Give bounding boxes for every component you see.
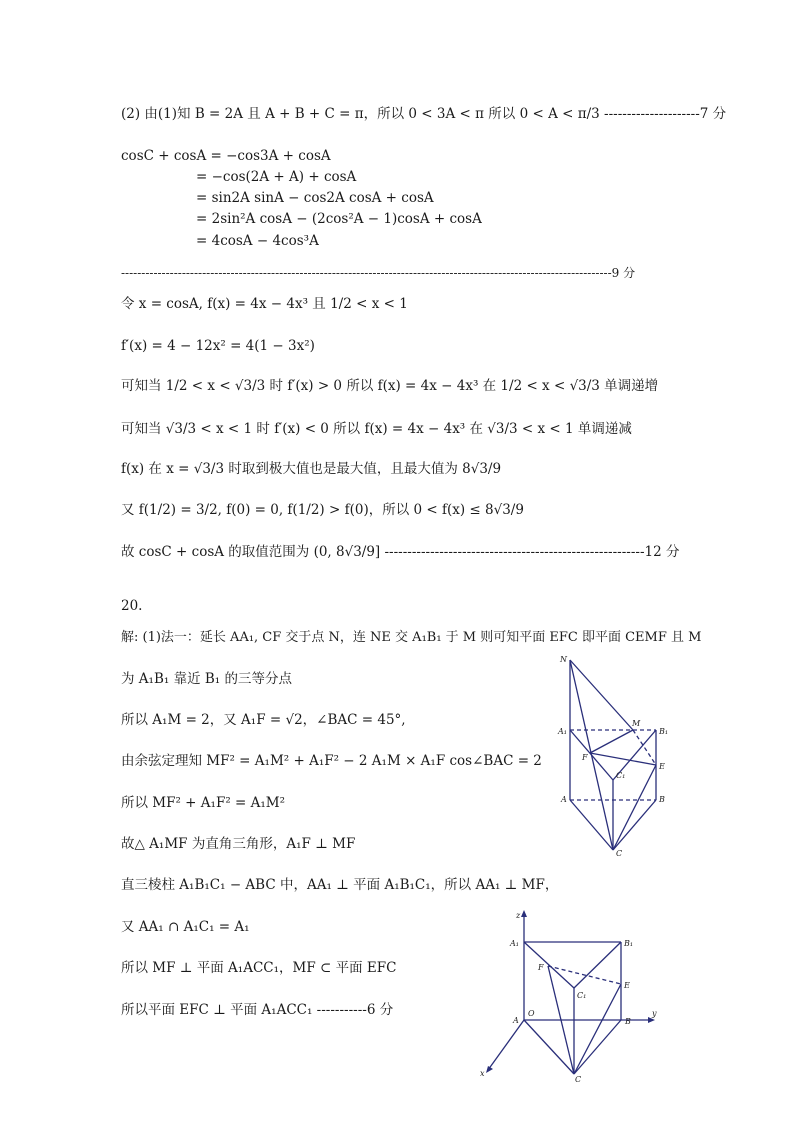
- decreasing-line: 可知当 √3/3 < x < 1 时 f′(x) < 0 所以 f(x) = 4x − 4x³ 在 √3/3 < x < 1 单调递减: [121, 421, 632, 437]
- derivation-line-1: cosC + cosA = −cos3A + cosA: [121, 148, 331, 164]
- derivative-line: f′(x) = 4 − 12x² = 4(1 − 3x²): [121, 338, 315, 354]
- z-arrow-icon: [521, 910, 527, 917]
- x-axis: [488, 1020, 524, 1070]
- solution-line-8: 又 AA₁ ∩ A₁C₁ = A₁: [121, 919, 250, 935]
- label-A: A: [561, 795, 567, 804]
- label-A: A: [513, 1016, 519, 1025]
- label-O: O: [528, 1009, 535, 1018]
- conclusion-line: 故 cosC + cosA 的取值范围为 (0, 8√3/9] ---------------------------------------------------------12 分: [121, 544, 680, 560]
- solution-line-7: 直三棱柱 A₁B₁C₁ − ABC 中，AA₁ ⊥ 平面 A₁B₁C₁，所以 AA₁ ⊥ MF，: [121, 877, 559, 893]
- label-A1: A₁: [510, 939, 519, 948]
- prism-figure-1: [548, 650, 678, 860]
- label-B: B: [625, 1017, 631, 1026]
- edge-F-E: [590, 753, 656, 765]
- label-C1: C₁: [616, 771, 626, 780]
- derivation-line-4: = 2sin²A cosA − (2cos²A − 1)cosA + cosA: [196, 211, 482, 227]
- derivation-line-2: = −cos(2A + A) + cosA: [196, 169, 357, 185]
- x-arrow-icon: [486, 1066, 493, 1073]
- solution-line-1: 解: (1)法一：延长 AA₁, CF 交于点 N，连 NE 交 A₁B₁ 于 M 则可知平面 EFC 即平面 CEMF 且 M: [121, 630, 702, 645]
- solution-line-5: 所以 MF² + A₁F² = A₁M²: [121, 795, 286, 811]
- label-E: E: [659, 762, 665, 771]
- edge-A1-C1: [524, 942, 574, 988]
- label-A1: A₁: [558, 727, 567, 736]
- increasing-line: 可知当 1/2 < x < √3/3 时 f′(x) > 0 所以 f(x) = 4x − 4x³ 在 1/2 < x < √3/3 单调递增: [121, 378, 659, 394]
- score-separator-9: -------------------------------------------------------------------------------------------------------------------------9 分: [121, 266, 636, 280]
- derivation-line-3: = sin2A sinA − cos2A cosA + cosA: [196, 190, 434, 206]
- label-C: C: [575, 1075, 582, 1083]
- question-number: 20.: [121, 598, 143, 614]
- label-x: x: [480, 1069, 485, 1078]
- substitution-line: 令 x = cosA, f(x) = 4x − 4x³ 且 1/2 < x < 1: [121, 296, 408, 312]
- label-E: E: [624, 981, 630, 990]
- label-y: y: [652, 1009, 657, 1018]
- maximum-line: f(x) 在 x = √3/3 时取到极大值也是最大值，且最大值为 8√3/9: [121, 461, 502, 477]
- derivation-line-5: = 4cosA − 4cos³A: [196, 233, 319, 249]
- part2-intro: (2) 由(1)知 B = 2A 且 A + B + C = π，所以 0 < 3A < π 所以 0 < A < π/3 ---------------------7 分: [121, 106, 727, 122]
- label-F: F: [582, 753, 588, 762]
- label-F: F: [538, 963, 544, 972]
- solution-line-9: 所以 MF ⊥ 平面 A₁ACC₁，MF ⊂ 平面 EFC: [121, 960, 397, 976]
- label-B1: B₁: [624, 939, 634, 948]
- label-C: C: [616, 849, 623, 858]
- solution-line-6: 故△ A₁MF 为直角三角形，A₁F ⊥ MF: [121, 836, 356, 852]
- prism-figure-2: [476, 908, 666, 1083]
- label-B1: B₁: [659, 727, 669, 736]
- solution-line-3: 所以 A₁M = 2，又 A₁F = √2，∠BAC = 45°,: [121, 712, 406, 728]
- edge-A1-C1: [570, 730, 613, 780]
- solution-line-10: 所以平面 EFC ⊥ 平面 A₁ACC₁ -----------6 分: [121, 1002, 394, 1018]
- label-z: z: [516, 911, 521, 920]
- label-B: B: [659, 795, 665, 804]
- edge-A-C: [524, 1020, 574, 1074]
- endpoints-line: 又 f(1/2) = 3/2, f(0) = 0, f(1/2) > f(0)，所以 0 < f(x) ≤ 8√3/9: [121, 502, 524, 518]
- solution-line-4: 由余弦定理知 MF² = A₁M² + A₁F² − 2 A₁M × A₁F cos∠BAC = 2: [121, 753, 542, 769]
- edge-B1-C1: [574, 942, 621, 988]
- label-N: N: [560, 655, 567, 664]
- edge-F-M: [590, 730, 633, 753]
- edge-M-E: [633, 730, 656, 765]
- edge-N-M: [570, 660, 633, 730]
- label-M: M: [632, 719, 641, 728]
- label-C1: C₁: [577, 991, 587, 1000]
- solution-line-2: 为 A₁B₁ 靠近 B₁ 的三等分点: [121, 671, 292, 687]
- edge-A-C: [570, 800, 613, 850]
